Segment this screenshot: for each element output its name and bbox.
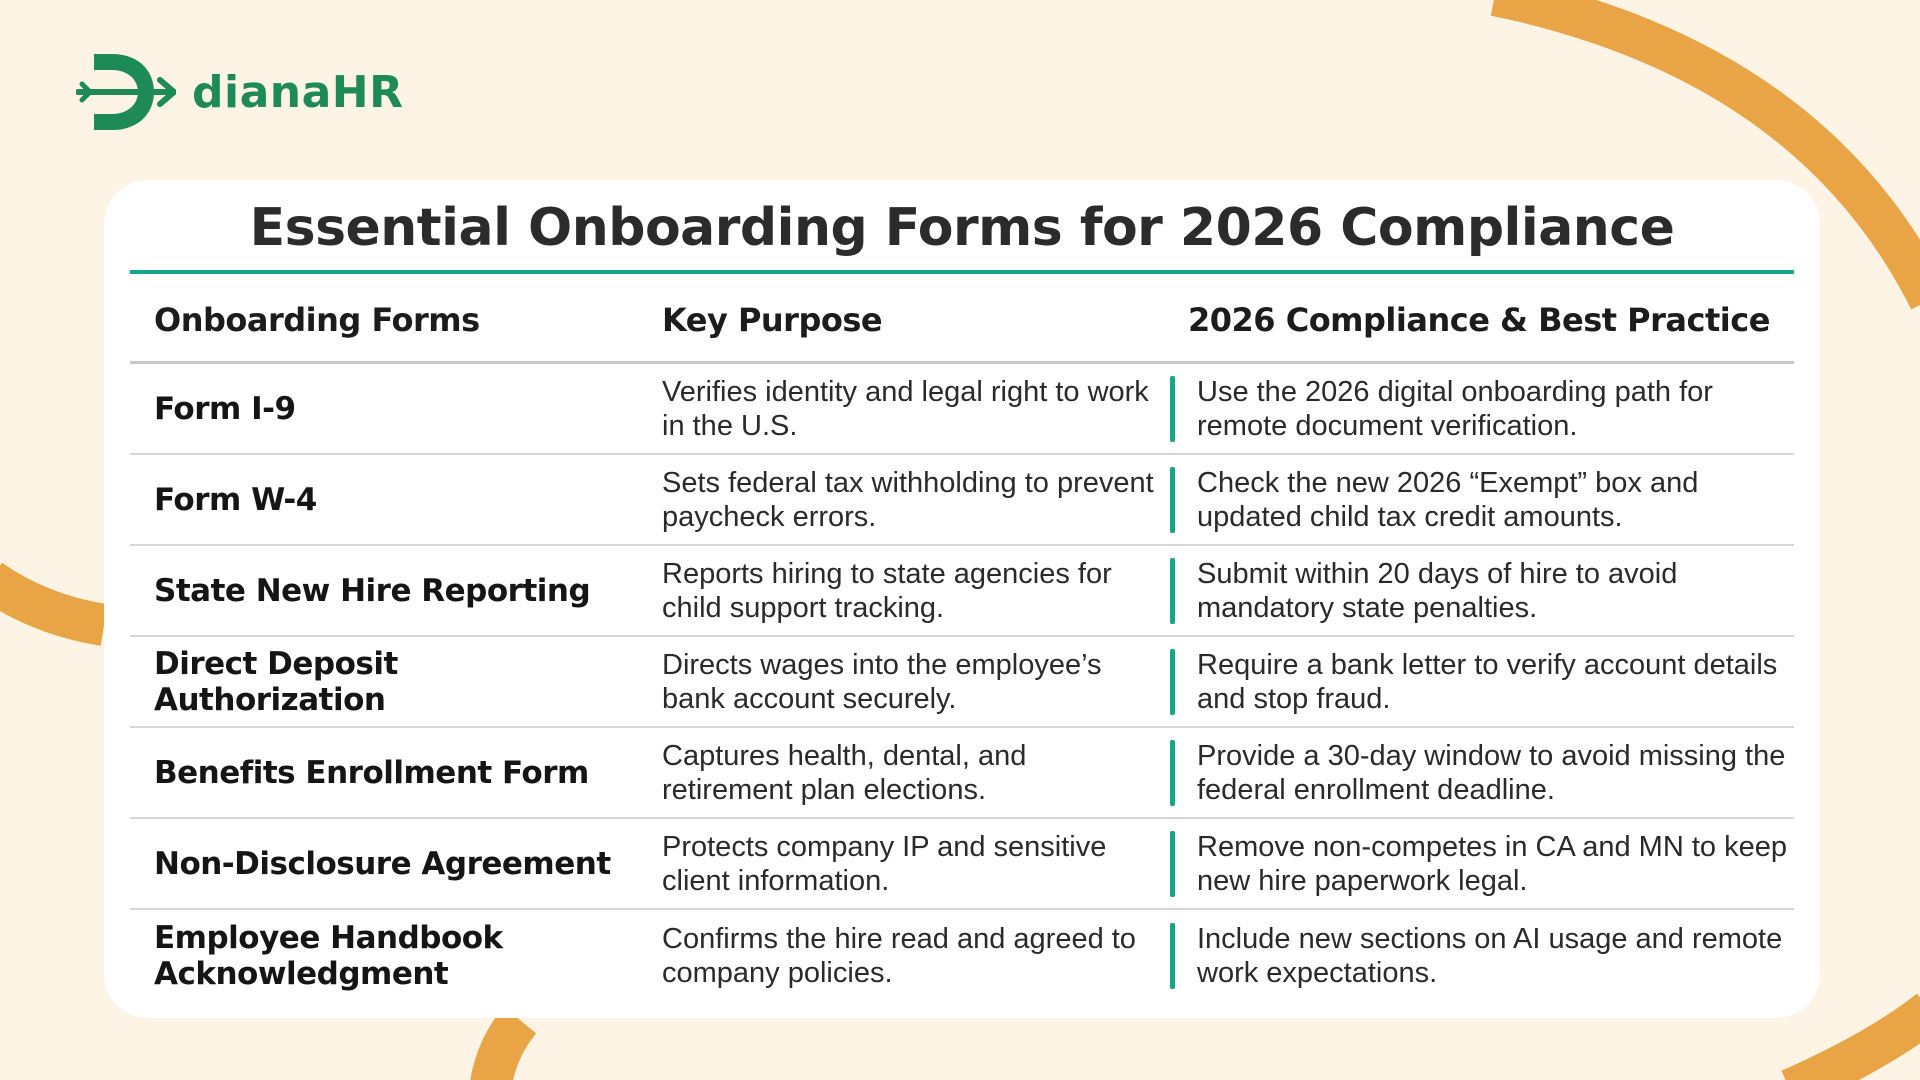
table-row [130,637,1794,728]
compliance-cell [1170,739,1794,807]
table-header-row [130,278,1794,364]
compliance-note: Use the 2026 digital onboarding path for remote document verification. [1197,375,1713,442]
forms-table [130,278,1794,1001]
column-header-forms: Onboarding Forms [154,300,480,339]
form-purpose: Reports hiring to state agencies for child support tracking. [662,557,1112,624]
table-row [130,546,1794,637]
compliance-note: Include new sections on AI usage and remote work expectations. [1197,922,1783,989]
accent-bar [1170,831,1175,897]
table-row [130,364,1794,455]
form-name: Direct Deposit Authorization [154,645,398,718]
bottom-right-arc [1790,1010,1920,1080]
form-name: Employee Handbook Acknowledgment [154,919,503,992]
form-name: Form W-4 [154,481,317,518]
compliance-cell [1170,830,1794,898]
compliance-note: Check the new 2026 “Exempt” box and updated child tax credit amounts. [1197,466,1699,533]
column-header-compliance: 2026 Compliance & Best Practice [1188,300,1770,339]
compliance-note: Provide a 30-day window to avoid missing the federal enrollment deadline. [1197,739,1786,806]
form-name: Non-Disclosure Agreement [154,845,611,882]
bottom-arc [490,1020,520,1080]
table-row [130,910,1794,1001]
table-row [130,728,1794,819]
accent-bar [1170,558,1175,624]
column-header-purpose: Key Purpose [662,300,883,339]
left-arc [0,580,104,625]
form-purpose: Confirms the hire read and agreed to company policies. [662,922,1136,989]
compliance-cell [1170,466,1794,534]
compliance-cell [1170,922,1794,990]
compliance-cell [1170,648,1794,716]
brand-logo [76,46,404,138]
form-name: Benefits Enrollment Form [154,754,589,791]
accent-bar [1170,467,1175,533]
accent-bar [1170,923,1175,989]
accent-bar [1170,740,1175,806]
form-purpose: Verifies identity and legal right to work in the U.S. [662,375,1149,442]
table-row [130,819,1794,910]
page-title: Essential Onboarding Forms for 2026 Compliance [249,198,1675,258]
diana-arrow-logo-icon [76,46,176,138]
form-name: Form I-9 [154,390,296,427]
accent-bar [1170,376,1175,442]
table-row [130,455,1794,546]
compliance-note: Require a bank letter to verify account details and stop fraud. [1197,648,1778,715]
compliance-cell [1170,375,1794,443]
compliance-note: Submit within 20 days of hire to avoid mandatory state penalties. [1197,557,1678,624]
compliance-cell [1170,557,1794,625]
compliance-note: Remove non-competes in CA and MN to keep new hire paperwork legal. [1197,830,1787,897]
title-divider [130,270,1794,274]
forms-card [104,180,1820,1018]
accent-bar [1170,649,1175,715]
brand-name: dianaHR [192,66,404,118]
form-purpose: Captures health, dental, and retirement plan elections. [662,739,1027,806]
form-purpose: Protects company IP and sensitive client information. [662,830,1107,897]
form-purpose: Directs wages into the employee’s bank account securely. [662,648,1102,715]
form-purpose: Sets federal tax withholding to prevent paycheck errors. [662,466,1154,533]
form-name: State New Hire Reporting [154,572,591,609]
